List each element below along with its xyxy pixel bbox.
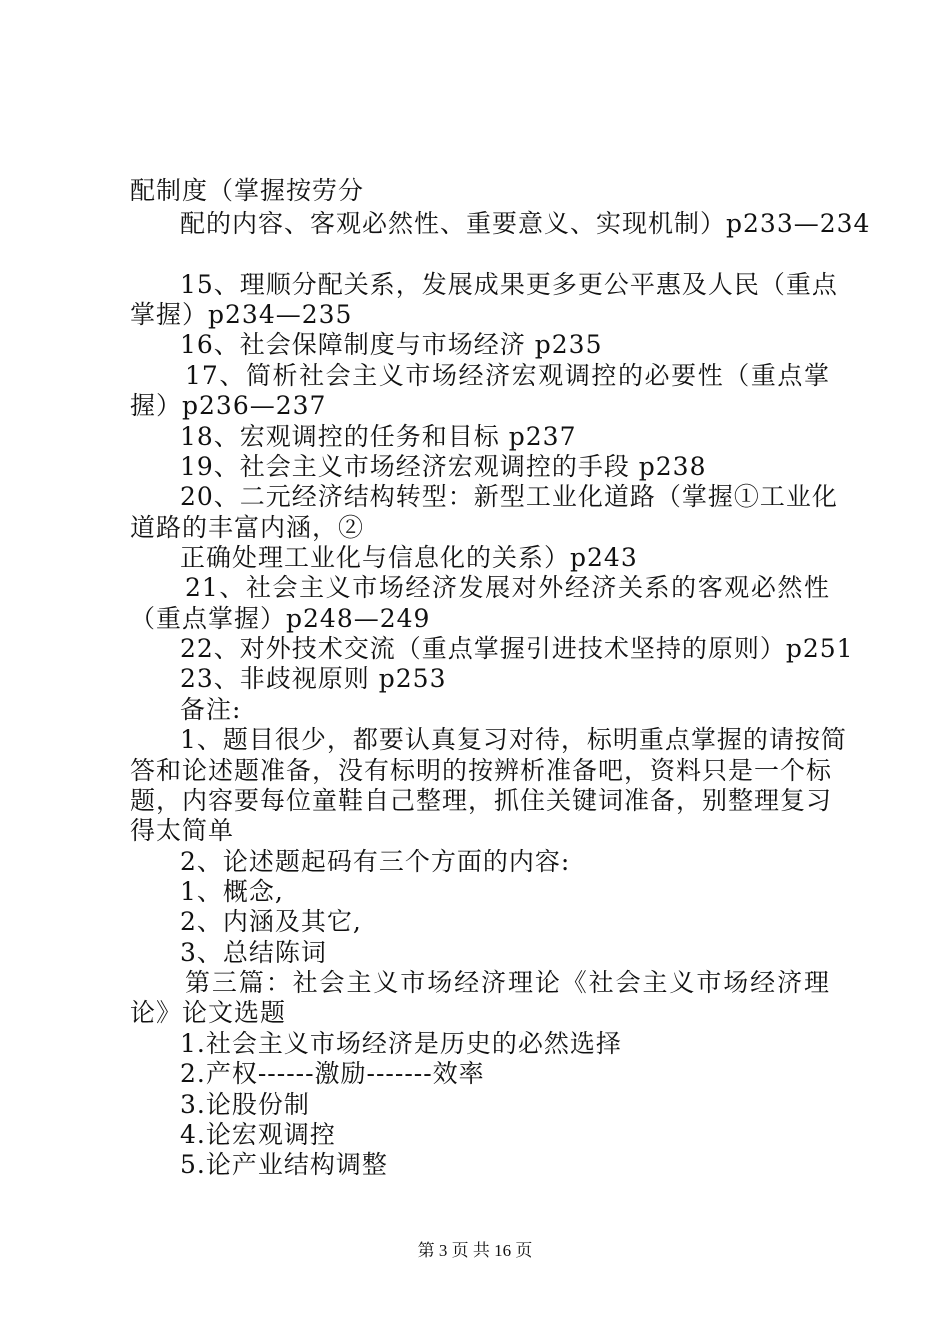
text-line: 2、内涵及其它, [180, 907, 362, 936]
text-line: （重点掌握）p248—249 [130, 604, 431, 633]
text-line: 配制度（掌握按劳分 [130, 176, 365, 205]
text-line: 答和论述题准备，没有标明的按辨析准备吧，资料只是一个标 [130, 756, 833, 785]
text-line: 18、宏观调控的任务和目标 p237 [180, 422, 577, 451]
text-line: 3、总结陈词 [180, 938, 327, 967]
text-line: 21、社会主义市场经济发展对外经济关系的客观必然性 [185, 573, 830, 602]
text-line: 19、社会主义市场经济宏观调控的手段 p238 [180, 452, 707, 481]
text-line: 15、理顺分配关系，发展成果更多更公平惠及人民（重点 [180, 270, 838, 299]
text-line: 第三篇：社会主义市场经济理论《社会主义市场经济理 [185, 968, 830, 997]
text-line: 握）p236—237 [130, 391, 327, 420]
text-line: 16、社会保障制度与市场经济 p235 [180, 330, 603, 359]
text-line: 掌握）p234—235 [130, 300, 353, 329]
text-line: 1.社会主义市场经济是历史的必然选择 [180, 1029, 622, 1058]
text-line: 备注: [180, 695, 242, 724]
text-line: 题，内容要每位童鞋自己整理，抓住关键词准备，别整理复习 [130, 786, 833, 815]
text-line: 2.产权------激励-------效率 [180, 1059, 485, 1088]
text-line: 论》论文选题 [130, 998, 287, 1027]
page-footer: 第 3 页 共 16 页 [417, 1241, 533, 1260]
text-line: 22、对外技术交流（重点掌握引进技术坚持的原则）p251 [180, 634, 854, 663]
text-line: 得太简单 [130, 816, 235, 845]
text-line: 17、简析社会主义市场经济宏观调控的必要性（重点掌 [185, 361, 830, 390]
text-line: 3.论股份制 [180, 1090, 310, 1119]
text-line: 道路的丰富内涵，② [130, 513, 365, 542]
text-line: 2、论述题起码有三个方面的内容: [180, 847, 571, 876]
text-line: 1、概念, [180, 877, 284, 906]
text-line: 23、非歧视原则 p253 [180, 664, 447, 693]
text-line: 正确处理工业化与信息化的关系）p243 [180, 543, 638, 572]
text-line: 1、题目很少，都要认真复习对待，标明重点掌握的请按简 [180, 725, 847, 754]
text-line: 5.论产业结构调整 [180, 1150, 388, 1179]
text-line: 20、二元经济结构转型：新型工业化道路（掌握①工业化 [180, 482, 838, 511]
text-line: 4.论宏观调控 [180, 1120, 336, 1149]
text-line: 配的内容、客观必然性、重要意义、实现机制）p233—234 [180, 209, 871, 238]
